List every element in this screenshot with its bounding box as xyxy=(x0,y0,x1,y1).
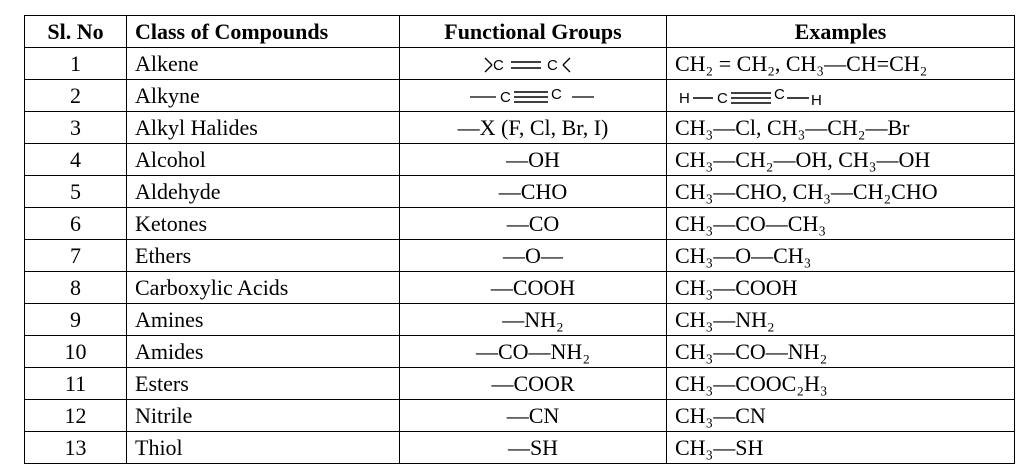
alkene-right-atom: C xyxy=(547,57,558,75)
class-cell: Thiol xyxy=(127,432,400,464)
header-sl-no: Sl. No xyxy=(25,16,127,48)
alkyne-triple-bond-structure xyxy=(468,87,598,107)
example-cell: CH₃—NH₂ xyxy=(667,304,1015,336)
example-cell: CH₃—COOH xyxy=(667,272,1015,304)
example-cell: CH₃—CHO, CH₃—CH₂CHO xyxy=(667,176,1015,208)
functional-group-cell: —O— xyxy=(400,240,667,272)
functional-group-cell: —CO xyxy=(400,208,667,240)
alkene-left-atom: C xyxy=(493,57,504,75)
example-cell: CH₃—CN xyxy=(667,400,1015,432)
ethyne-c-right: C xyxy=(774,87,785,104)
example-cell: CH₃—CO—CH₃ xyxy=(667,208,1015,240)
functional-group-cell: —SH xyxy=(400,432,667,464)
class-cell: Carboxylic Acids xyxy=(127,272,400,304)
sl-no-cell: 13 xyxy=(25,432,127,464)
sl-no-cell: 5 xyxy=(25,176,127,208)
alkene-double-bond-structure xyxy=(483,55,583,75)
alkyne-right-atom: C xyxy=(551,87,562,104)
table-row xyxy=(25,336,1015,368)
functional-group-cell: —CHO xyxy=(400,176,667,208)
sl-no-cell: 6 xyxy=(25,208,127,240)
table-row xyxy=(25,432,1015,464)
sl-no-cell: 11 xyxy=(25,368,127,400)
table-row xyxy=(25,48,1015,80)
example-cell: CH₃—O—CH₃ xyxy=(667,240,1015,272)
functional-group-cell: —X (F, Cl, Br, I) xyxy=(400,112,667,144)
class-cell: Alkene xyxy=(127,48,400,80)
example-cell: CH₃—CO—NH₂ xyxy=(667,336,1015,368)
sl-no-cell: 2 xyxy=(25,80,127,112)
functional-group-cell: —CN xyxy=(400,400,667,432)
header-row xyxy=(25,16,1015,48)
class-cell: Esters xyxy=(127,368,400,400)
example-cell: CH₃—Cl, CH₃—CH₂—Br xyxy=(667,112,1015,144)
example-cell: CH₃—COOC₂H₃ xyxy=(667,368,1015,400)
table-row xyxy=(25,272,1015,304)
table-row xyxy=(25,240,1015,272)
sl-no-cell: 8 xyxy=(25,272,127,304)
sl-no-cell: 4 xyxy=(25,144,127,176)
functional-group-cell: —CO—NH₂ xyxy=(400,336,667,368)
sl-no-cell: 10 xyxy=(25,336,127,368)
class-cell: Amines xyxy=(127,304,400,336)
header-functional-groups: Functional Groups xyxy=(400,16,667,48)
sl-no-cell: 3 xyxy=(25,112,127,144)
ethyne-c-left: C xyxy=(717,90,728,108)
table-row xyxy=(25,400,1015,432)
example-cell xyxy=(667,80,1015,112)
class-cell: Nitrile xyxy=(127,400,400,432)
table-row xyxy=(25,80,1015,112)
example-cell: CH₃—CH₂—OH, CH₃—OH xyxy=(667,144,1015,176)
class-cell: Ethers xyxy=(127,240,400,272)
functional-groups-table xyxy=(24,15,1015,464)
functional-group-cell: —COOH xyxy=(400,272,667,304)
example-cell: CH₃—SH xyxy=(667,432,1015,464)
alkyne-left-atom: C xyxy=(500,89,511,107)
ethyne-structure xyxy=(675,87,835,107)
table-row xyxy=(25,176,1015,208)
functional-group-cell xyxy=(400,80,667,112)
class-cell: Alkyne xyxy=(127,80,400,112)
class-cell: Aldehyde xyxy=(127,176,400,208)
functional-group-cell: —COOR xyxy=(400,368,667,400)
sl-no-cell: 7 xyxy=(25,240,127,272)
class-cell: Ketones xyxy=(127,208,400,240)
example-cell: CH₂ = CH₂, CH₃—CH=CH₂ xyxy=(667,48,1015,80)
ethyne-h-left: H xyxy=(679,90,690,108)
header-examples: Examples xyxy=(667,16,1015,48)
sl-no-cell: 9 xyxy=(25,304,127,336)
table-row xyxy=(25,368,1015,400)
table-row xyxy=(25,208,1015,240)
table-row xyxy=(25,304,1015,336)
functional-group-cell: —NH₂ xyxy=(400,304,667,336)
sl-no-cell: 1 xyxy=(25,48,127,80)
functional-group-cell xyxy=(400,48,667,80)
table-row xyxy=(25,112,1015,144)
table-row xyxy=(25,144,1015,176)
header-class-of-compounds: Class of Compounds xyxy=(127,16,400,48)
class-cell: Amides xyxy=(127,336,400,368)
functional-group-cell: —OH xyxy=(400,144,667,176)
sl-no-cell: 12 xyxy=(25,400,127,432)
class-cell: Alkyl Halides xyxy=(127,112,400,144)
class-cell: Alcohol xyxy=(127,144,400,176)
ethyne-h-right: H xyxy=(811,92,822,108)
